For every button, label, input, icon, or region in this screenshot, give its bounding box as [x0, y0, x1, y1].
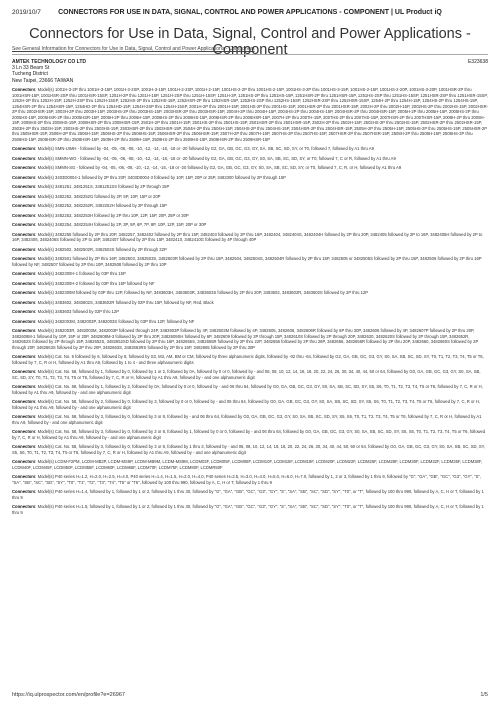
listing-entry: Connectors: Model(s) 3482252, 3482252R, 3482252H followed by 2P through 15P [12, 203, 167, 208]
listing-models: Model(s) P40 series H=1.5, followed by 1, followed by 1 or 2, followed by 1 thru 30, followed by "G", "GA", "GB", "GC", "G3", "GY", "S", "SA", "SB", "SC", "SD", "SY", "T0", or "T", followed by 100 thru 990, followed by A, C, H or T, followed by 1 thru 9 [12, 504, 484, 515]
listing-entry: Connectors: Model(s) 3482300M followed by 03P thru 12P, followed by NF, 3483603H, 3483603R, 3483603S followed by 2P thru 20P, 3483602, 3483602R, 3483602S followed by 2P thru 12P [12, 290, 369, 295]
header-title: CONNECTORS FOR USE IN DATA, SIGNAL, CONTROL AND POWER APPLICATIONS - COMPONENT | UL Product iQ [58, 9, 442, 16]
listing-models: Model(s) 3482502, 3482502R, 3482502S followed by 2P through 32P [37, 246, 167, 252]
listing-entry: Connectors: Model(s) Cat. No. 58, followed by 3, followed by 0, followed by 3 or 8, followed by 1, followed by 0 or 0, followed by - and 06 thru 64, followed by G0, GA, GB, GC, G3, GY, S0, SA, SB, SC, SD, SY, S5, S6, T0, T1, T2, T3, T4, T5 or T6, followed by 7, C, R or H, followed by A1 thru A9, followed by - and one alphanumeric digit [12, 429, 486, 440]
listing-label: Connectors [12, 489, 36, 494]
listing-label: Connectors [12, 174, 36, 180]
listing-entry: Connectors: Model(s) Cat. No. 58, followed by 2, followed by 0, followed by 3, followed by 0 or 0, followed by - and 06 thru 64, followed by G0, GA, GB, GC, G3, GY, S0, SA, SB, SC, SD, SY, S5, S6, T0, T1, T2, T3, T4, T5 or T6, followed by 7, C, R or H, followed by A1 thru A9, followed by - and one alphanumeric digit [12, 399, 481, 410]
listing-label: Connectors [12, 280, 36, 286]
listing-label: Connectors [12, 328, 36, 333]
listing-entry: Connectors: Model(s) P40 series H=1.2, H=2.0, H=2.5, H=4.0, P40 series H=1.4, H=1.5, H=2.0, H=4.0, P40 series H=2.5, H=3.0, H=4.0, H=5.0, H=6.0, H=7.0, followed by 1, 2 or 3, followed by 1 thru 9, followed by "G", "GA", "GB", "GC", "G3", "GY", "S", "SA", "SB", "SC", "SD", "SY", "T0", "T1", "T2", "T3", "T4", "T5" or "T6", followed by 100 thru 990, followed by A, C, H or T, followed by 1 thru 9 [12, 474, 482, 485]
listing-label: Connectors [12, 212, 36, 218]
listing-entry: Connectors: Model(s) Cat. No. 58, followed by 1, followed by 2, followed by 0A, followed by 0 or 0, followed by - and 06 thru 64, followed by G0, GA, GB, GC, G3, GY, S0, SA, SB, SC, SD, SY, S5, S6, T0, T1, T2, T3, T4, T5 or T6, followed by 7, C, R or H, followed by A1 thru A9, followed by - and one alphanumeric digit [12, 384, 483, 395]
address-line-2: Tucheng District [12, 71, 48, 78]
listing-models: Model(s) 3483603 followed by 02P thru 12P [37, 309, 120, 314]
listing-label: Connectors [12, 299, 36, 305]
listing-models: Model(s) Cat. No. 58, followed by 1, followed by 0, followed by 1 or 2, followed by 0A, followed by 0 or 0, followed by - and 06, 08, 10, 12, 14, 16, 18, 20, 22, 24, 26, 30, 34, 40, 44, 50 or 64, followed by G0, GA, GB, GC, G3, GY, S0, SA, SB, SC, SD, SY, T0, T1, T2, T3, T4, T5 or T6, followed by 7, C, R or H, followed by A1 thru A9, followed by - and one alphanumeric digit [12, 369, 481, 380]
listing-entry: Connectors: Model(s) 3483602, 3483602S, 3483602R followed by 02P thru 15P, followed by NF, Red, Black [12, 299, 214, 305]
listing-entry: Connectors: Model(s) 3482003R, 3482003M, 3482003P followed through 24P, 3482603P followed by 4P, 3482602M followed by 4P, 3482605, 3482606, 3482606R followed by 6P thru 30P, 3482606 followed by 4P, 3482607P followed by 2P thru 20P, 3482608M-1 followed by 10P, 15P or 20P, 3482608M-3 followed by 2P thru 20P, 3482609SH followed by 6P, 3482609 followed by 2P through 15P, 3482610S followed by 2P through 20P, 3482620, 3482620S followed by 2P through 15P, 3482652R, 3482652S followed by 2P through 15P, 3482652S, 3482652SD followed by 2P thru 16P, 3482655S, 3482655R followed by 2P thru 22P, 3482656 followed by 2P thru 28P, 3482656, 3482656R followed by 2P thru 20P, 3482660, 3482660S followed by 2P through 20P, 3482663S followed by 2P thru 20P, 3482663S, 3482663RS followed by 2P thru 15P, 3482665 followed by 2P thru 30P [12, 328, 479, 350]
listing-entry: Connectors: Model(s) 3482252, 3482252G followed by 2P, 5P, 10P, 15P or 20P [12, 193, 161, 199]
listing-label: Connectors [12, 184, 36, 189]
listing-models: Model(s) 3482300M followed by 03P thru 12P, followed by NF, 3483603H, 3483603R, 3483603S followed by 2P thru 20P, 3483602, 3483602R, 3483602S followed by 2P thru 12P [37, 290, 369, 295]
divider [12, 54, 488, 55]
listing-label: Connectors [12, 271, 36, 276]
listing-label: Connectors [12, 414, 36, 419]
listing-models: Model(s) Cat. No. 58, followed by 1, followed by 2, followed by 0A, followed by 0 or 0, followed by - and 06 thru 64, followed by G0, GA, GB, GC, G3, GY, S0, SA, SB, SC, SD, SY, S5, S6, T0, T1, T2, T3, T4, T5 or T6, followed by 7, C, R or H, followed by A1 thru A9, followed by - and one alphanumeric digit [12, 384, 483, 395]
listing-entry: Connectors: Model(s) 3481251 ,3481251S, 3481251SS followed by 2P through 15P [12, 184, 170, 189]
listing-models: Model(s) Cat. No. 5 followed by 6, followed by 8, followed by S3, M3, AM, BM or CM, followed by three alphanumeric digits, followed by -02 thru -64, followed by G2, GA, GB, GC, G3, GY, S0, SA, SB, SC, SD, SY, T0, T1, T2, T3, T4, T5 or T6, followed by 7, C, R or H, followed by A1 thru A9, followed by 1 to 4 - and three alphanumeric digits [12, 354, 484, 365]
page-footer [12, 692, 488, 700]
listing-models: Model(s) 3482003R, 3482003M, 3482003P followed through 24P, 3482603P followed by 4P, 3482602M followed by 4P, 3482605, 3482606, 3482606R followed by 6P thru 30P, 3482606 followed by 4P, 3482607P followed by 2P thru 20P, 3482608M-1 followed by 10P, 15P or 20P, 3482608M-3 followed by 2P thru 20P, 3482609SH followed by 6P, 3482609 followed by 2P through 15P, 3482610S followed by 2P through 20P, 3482620, 3482620S followed by 2P through 15P, 3482652R, 3482652S followed by 2P through 15P, 3482652S, 3482652SD followed by 2P thru 16P, 3482655S, 3482655R followed by 2P thru 22P, 3482656 followed by 2P thru 28P, 3482656, 3482656R followed by 2P thru 20P, 3482660, 3482660S followed by 2P through 20P, 3482663S followed by 2P thru 20P, 3482663S, 3482663RS followed by 2P thru 15P, 3482665 followed by 2P thru 30P [12, 328, 479, 350]
listing-label: Connectors [12, 246, 36, 252]
listing-models: Model(s) 3482253, 3482253H followed by 2P thru 10P, 12P, 15P, 20P, 25P or 30P [37, 212, 189, 218]
listing-models: Model(s) 3482300H-1 followed by 03P thru 15P [37, 271, 126, 276]
listing-entry: Connectors: Model(s) 3483603 followed by 02P thru 12P [12, 309, 120, 314]
listing-entry: Connectors: Model(s) 3482003M, 3482003P, 3482003S followed by 03P thru 12P, followed by NF [12, 318, 195, 324]
page-number: 1/5 [480, 692, 488, 698]
listing-label: Connectors [12, 309, 36, 314]
listing-models: Model(s) 1001H-3-2P thru 1001H-3-15P, 1001H-3-2SP, 1001H-3-15P, 1001H-2-2SP, 1001H-2-15P, 1001HS-2-2P thru 1001HS-2-15P, 1001HS-3-2P thru 1001HS-3-15P, 1001HS-2-15P, 1001HS-2-20P, 1001HS-3-20P, 1001HSR-2P thru 1001HSR-15P, 1001HSR-2SP thru 1001HSR-15SP, 1251H-2P thru 1251H-15P, 1251H-2SP thru 1251H-15SP, 1251H-2P, 1251HS-2P thru 1251HS-15P, 1251HSR-2P thru 1251HSR-15P, 1251HS-2SP thru 1251HS-15SP, 1251HSR-2SP thru 1251HSR-15SP, 1252H-2P thru 1252H-15P, 1252H-2SP thru 1252H-15SP, 1252HS-2P thru 1252HS-15P, 1252HSR-2P thru 1252HSR-15P, 1252HS-2SP thru 1252HS-15SP, 1252HSR-2SP thru 1252HSR-15SP, 1254H-2P thru 1254H-15P, 1254HS-2P thru 1254HS-15P, 1254HSR-2P thru 1254HSR-15P, 1254HD-2P thru 1254HD-15P, 1254H-2SP thru 1254H-15SP, 2001H-2P thru 2001H-15P, 2001HS-2P thru 2001HS-15P, 2001HSR-2P thru 2001HSR-15P, 2002H-2P thru 2002H-15P, 2002HS-2P thru 2002HS-15P, 2002HSR-2P thru 2002HSR-15P, 2003H-2P thru 2003H-15P, 2003HS-2P thru 2003HS-15P, 2003HSR-2P thru 2003HSR-15P, 2004H-2P thru 2004H-15P, 2004HS-2P thru 2004HS-15P, 2004HSR-2P thru 2004HSR-15P, 2005H-2P thru 2005H-15P, 2005HS-2P thru 2005HS-15P, 2005HSR-2P thru 2005HSR-15P, 2006H-2P thru 2006H-15P, 2006HS-2P thru 2006HS-15P, 2006HSR-2P thru 2006HSR-15P, 2007H-2P thru 2007H-15P, 2007HS-2P thru 2007HS-15P, 2007HSR-2P thru 2007HSR-15P, 2008H-2P thru 2008H-15P, 2008HS-2P thru 2008HS-15P, 2008HSR-2P thru 2008HSR-15P, 2501H-2P thru 2501H-15P, 2501HS-2P thru 2501HS-15P, 2501HSR-2P thru 2501HSR-15P, 2502H-2P thru 2502H-15P, 2502HS-2P thru 2502HS-15P, 2502HSR-2P thru 2502HSR-15P, 2503H-2P thru 2503H-15P, 2503HS-2P thru 2503HS-15P, 2503HSR-2P thru 2503HSR-15P, 2504H-2P thru 2504H-15P, 2504HS-2P thru 2504HS-15P, 2504HSR-2P thru 2504HSR-15P, 2505H-2P thru 2505H-15P, 2505HS-2P thru 2505HS-15P, 2505HSR-2P thru 2505HSR-15P, 2506H-2P thru 2506H-15P, 2506HS-2P thru 2506HS-15P, 2506HSR-2P thru 2506HSR-15P, 2507H-2P thru 2507H-15P, 2507HS-2P thru 2507HS-15P, 2507HSR-2P thru 2507HSR-15P, 2508H-2P thru 2508H-15P, 2508HS-2P thru 2508HS-15P, 2508HSR-2P thru 2508HSR-15P, 2509H-2P thru 2509H-15P, 2509HS-2P thru 2509HS-15P, 2509HSR-2P thru 2509HSR-15P [12, 87, 488, 142]
listing-label: Connectors [12, 256, 36, 261]
listing-entry: Connectors: Model(s) 3482300H-1 followed by 03P thru 15P [12, 271, 126, 276]
listing-entry: Connectors: Model(s) 3482501 followed by 2P thru 16P, 3482503, 3482503S, 3482503R followed by 2P thru 15P, 3482504, 3482504S, 3482504R followed by 2P thru 15P, 3482505 or 3482505S followed by 2P thru 15P, 3482506 followed by 2P thru 16P followed by NF, 3482507 followed by 2P thru 10P, 3482508 followed by 2P thru 10P [12, 256, 482, 267]
listing-models: Model(s) 3481251 ,3481251S, 3481251SS followed by 2P through 15P [37, 184, 170, 189]
listing-label: Connectors [12, 474, 36, 479]
listing-label: Connectors [12, 155, 36, 161]
listing-entry: Connectors: Model(s) P40 series H=1.5, followed by 1, followed by 1 or 2, followed by 1 thru 30, followed by "G", "GA", "GB", "GC", "G3", "GY", "S", "SA", "SB", "SC", "SD", "SY", "T0", or "T", followed by 100 thru 990, followed by A, C, H or T, followed by 1 thru 9 [12, 504, 484, 515]
listing-label: Connectors [12, 87, 36, 92]
listing-label: Connectors [12, 369, 36, 374]
print-date: 2019/10/7 [12, 9, 41, 16]
address-line-3: New Taipei, 23666 TAIWAN [12, 77, 74, 84]
listing-label: Connectors [12, 165, 36, 170]
listing-entry: Connectors: Model(s) 1001H-3-2P thru 1001H-3-15P, 1001H-3-2SP, 1001H-3-15P, 1001H-2-2SP, 1001H-2-15P, 1001HS-2-2P thru 1001HS-2-15P, 1001HS-3-2P thru 1001HS-3-15P, 1001HS-2-15P, 1001HS-2-20P, 1001HS-3-20P, 1001HSR-2P thru 1001HSR-15P, 1001HSR-2SP thru 1001HSR-15SP, 1251H-2P thru 1251H-15P, 1251H-2SP thru 1251H-15SP, 1251H-2P, 1251HS-2P thru 1251HS-15P, 1251HSR-2P thru 1251HSR-15P, 1251HS-2SP thru 1251HS-15SP, 1251HSR-2SP thru 1251HSR-15SP, 1252H-2P thru 1252H-15P, 1252H-2SP thru 1252H-15SP, 1252HS-2P thru 1252HS-15P, 1252HSR-2P thru 1252HSR-15P, 1252HS-2SP thru 1252HS-15SP, 1252HSR-2SP thru 1252HSR-15SP, 1254H-2P thru 1254H-15P, 1254HS-2P thru 1254HS-15P, 1254HSR-2P thru 1254HSR-15P, 1254HD-2P thru 1254HD-15P, 1254H-2SP thru 1254H-15SP, 2001H-2P thru 2001H-15P, 2001HS-2P thru 2001HS-15P, 2001HSR-2P thru 2001HSR-15P, 2002H-2P thru 2002H-15P, 2002HS-2P thru 2002HS-15P, 2002HSR-2P thru 2002HSR-15P, 2003H-2P thru 2003H-15P, 2003HS-2P thru 2003HS-15P, 2003HSR-2P thru 2003HSR-15P, 2004H-2P thru 2004H-15P, 2004HS-2P thru 2004HS-15P, 2004HSR-2P thru 2004HSR-15P, 2005H-2P thru 2005H-15P, 2005HS-2P thru 2005HS-15P, 2005HSR-2P thru 2005HSR-15P, 2006H-2P thru 2006H-15P, 2006HS-2P thru 2006HS-15P, 2006HSR-2P thru 2006HSR-15P, 2007H-2P thru 2007H-15P, 2007HS-2P thru 2007HS-15P, 2007HSR-2P thru 2007HSR-15P, 2008H-2P thru 2008H-15P, 2008HS-2P thru 2008HS-15P, 2008HSR-2P thru 2008HSR-15P, 2501H-2P thru 2501H-15P, 2501HS-2P thru 2501HS-15P, 2501HSR-2P thru 2501HSR-15P, 2502H-2P thru 2502H-15P, 2502HS-2P thru 2502HS-15P, 2502HSR-2P thru 2502HSR-15P, 2503H-2P thru 2503H-15P, 2503HS-2P thru 2503HS-15P, 2503HSR-2P thru 2503HSR-15P, 2504H-2P thru 2504H-15P, 2504HS-2P thru 2504HS-15P, 2504HSR-2P thru 2504HSR-15P, 2505H-2P thru 2505H-15P, 2505HS-2P thru 2505HS-15P, 2505HSR-2P thru 2505HSR-15P, 2506H-2P thru 2506H-15P, 2506HS-2P thru 2506HS-15P, 2506HSR-2P thru 2506HSR-15P, 2507H-2P thru 2507H-15P, 2507HS-2P thru 2507HS-15P, 2507HSR-2P thru 2507HSR-15P, 2508H-2P thru 2508H-15P, 2508HS-2P thru 2508HS-15P, 2508HSR-2P thru 2508HSR-15P, 2509H-2P thru 2509H-15P, 2509HS-2P thru 2509HS-15P, 2509HSR-2P thru 2509HSR-15P [12, 87, 488, 142]
guide-info-link[interactable]: See General Information for Connectors for Use in Data, Signal, Control and Power Applications - Component [12, 46, 255, 52]
listing-label: Connectors [12, 318, 36, 324]
listing-models: Model(s) 3482252, 3482252R, 3482252H followed by 2P through 15P [37, 203, 167, 208]
listing-entry: Connectors: Model(s) SMMN-SG - followed by -04, -05, -06, -08, -10, -12, -14, -16, -18 or -20 followed by G2, GA, GB, GC, G3, GY, S0, SA, SB, SC, SD, SY, or T0, followed 7, C, R, or H, followed by A1 thru A9 [12, 165, 402, 170]
listing-entry: Connectors: Model(s) 3482300H-2 followed by 03P thru 15P followed by NF [12, 280, 155, 286]
page-header [12, 9, 488, 19]
page-title: Connectors for Use in Data, Signal, Control and Power Applications - Component [29, 26, 471, 58]
company-name: AMTEK TECHNOLOGY CO LTD [12, 59, 86, 65]
listing-label: Connectors [12, 429, 36, 434]
listing-entry: Connectors: Model(s) 3482254, 3482254H followed by 2P, 3P, 5P, 6P, 7P, 8P, 10P, 12P, 15P, 20P or 30P [12, 222, 207, 227]
listing-label: Connectors [12, 444, 36, 449]
listing-label: Connectors [12, 290, 36, 295]
listing-entry: Connectors: Model(s) 3482255 followed by 2P thru 20P, 3482257, 3482402 followed by 2P thru 15P, 3482403 followed by 2P thru 16P, 3482404, 3482404S, 3482404H followed by 2P thru 20P, 3482405 followed by 2P to 16P, 3482405H followed by 2P to 16P, 3482406, 3482406S followed by 2P to 16P, 3482407 followed by 2P thru 15P, 3482410, 3482410G followed by 4P through 40P [12, 231, 483, 242]
listing-label: Connectors [12, 193, 36, 199]
listing-models: Model(s) SMMN-WG - followed by -04, -05, -06, -08, -10, -12, -14, -16, -18 or -20 followed by G2, GA, GB, GC, G3, GY, S0, SA, SB, SC, SD, SY, or T0, followed 7, C or R, followed by A1 thru A9 [37, 155, 396, 161]
listing-models: Model(s) SMN-UIMH - followed by -04, -05, -06, -08, -10, -12, -14, -16, -18 or -20 followed by G2, GA, GB, GC, G3, GY, SA, SB, SC, SD, SY, or T0, followed 7, followed by A1 thru A9 [37, 146, 374, 151]
listing-label: Connectors [12, 504, 36, 509]
company-block [12, 59, 488, 84]
listing-entry: Connectors: Model(s) SMMN-WG - followed by -04, -05, -06, -08, -10, -12, -14, -16, -18 or -20 followed by G2, GA, GB, GC, G3, GY, S0, SA, SB, SC, SD, SY, or T0, followed 7, C or R, followed by A1 thru A9 [12, 155, 396, 161]
listing-models: Model(s) Cat. No. 58, followed by 3, followed by 0, followed by 3 or 8, followed by - and 06 thru 64, followed by G0, GA, GB, GC, G3, GY, S0, SA, SB, SC, SD, SY, S5, S6, T0, T1, T2, T3, T4, T5 or T6, followed by 7, C, R or H, followed by A1 thru A9, followed by - and one alphanumeric digit [12, 414, 482, 425]
listing-models: Model(s) Cat. No. 58, followed by 3, followed by 0, followed by 3 or 8, followed by 1 thru 3, followed by - and 06, 08, 10, 12, 14, 16, 18, 20, 22, 24, 26, 30, 34, 40, 44, 50, 60 or 64, followed by G0, GA, GB, GC, G3, GY, S0, SA, SB, SC, SD, SY, S5, S6, T0, T1, T2, T3, T4, T5 or T6, followed by 7, C, R or H, followed by A1 thru A9, followed by - and one alphanumeric digit [12, 444, 486, 455]
listing-entry: Connectors: Model(s) Cat. No. 5 followed by 6, followed by 8, followed by S3, M3, AM, BM or CM, followed by three alphanumeric digits, followed by -02 thru -64, followed by G2, GA, GB, GC, G3, GY, S0, SA, SB, SC, SD, SY, T0, T1, T2, T3, T4, T5 or T6, followed by 7, C, R or H, followed by A1 thru A9, followed by 1 to 4 - and three alphanumeric digits [12, 354, 484, 365]
listing-label: Connectors [12, 203, 36, 208]
listing-models: Model(s) 3482255 followed by 2P thru 20P, 3482257, 3482402 followed by 2P thru 15P, 3482403 followed by 2P thru 16P, 3482404, 3482404S, 3482404H followed by 2P thru 20P, 3482405 followed by 2P to 16P, 3482405H followed by 2P to 16P, 3482406, 3482406S followed by 2P to 16P, 3482407 followed by 2P thru 15P, 3482410, 3482410G followed by 4P through 40P [12, 231, 483, 242]
listing-models: Model(s) 3403D0004-1 followed by 2P thru 20P, 3403D0004-3 followed by 10P, 15P, 20P or 25P, 3482300 followed by 2P through 15P [37, 174, 286, 180]
listing-label: Connectors [12, 146, 36, 151]
listing-models: Model(s) 3482501 followed by 2P thru 16P, 3482503, 3482503S, 3482503R followed by 2P thru 15P, 3482504, 3482504S, 3482504R followed by 2P thru 15P, 3482505 or 3482505S followed by 2P thru 15P, 3482506 followed by 2P thru 16P followed by NF, 3482507 followed by 2P thru 10P, 3482508 followed by 2P thru 10P [12, 256, 482, 267]
listing-entry: Connectors: Model(s) Cat. No. 58, followed by 3, followed by 0, followed by 3 or 8, followed by - and 06 thru 64, followed by G0, GA, GB, GC, G3, GY, S0, SA, SB, SC, SD, SY, S5, S6, T0, T1, T2, T3, T4, T5 or T6, followed by 7, C, R or H, followed by A1 thru A9, followed by - and one alphanumeric digit [12, 414, 482, 425]
listing-entry: Connectors: Model(s) 3403D0004-1 followed by 2P thru 20P, 3403D0004-3 followed by 10P, 15P, 20P or 25P, 3482300 followed by 2P through 15P [12, 174, 286, 180]
listing-label: Connectors [12, 231, 36, 237]
listing-models: Model(s) P40 series H=1.2, H=2.0, H=2.5, H=4.0, P40 series H=1.4, H=1.5, H=2.0, H=4.0, P40 series H=2.5, H=3.0, H=4.0, H=5.0, H=6.0, H=7.0, followed by 1, 2 or 3, followed by 1 thru 9, followed by "G", "GA", "GB", "GC", "G3", "GY", "S", "SA", "SB", "SC", "SD", "SY", "T0", "T1", "T2", "T3", "T4", "T5" or "T6", followed by 100 thru 990, followed by A, C, H or T, followed by 1 thru 9 [12, 474, 482, 485]
listing-models: Model(s) 3482254, 3482254H followed by 2P, 3P, 5P, 6P, 7P, 8P, 10P, 12P, 15P, 20P or 30P [37, 222, 207, 227]
listing-models: Model(s) 3482300H-2 followed by 03P thru 15P followed by NF [37, 280, 155, 286]
listing-entry: Connectors: Model(s) LCDM-F2PM, LCDM-MB2P, LCDM-MS9P, LCDM-MB9M, LCDM-MS9M, LCDM03F, LCDM05F, LCDM08F, LCDM10F, LCDM15F, LCDM18F, LCDM20F, LCDM22F, LCDM25F, LCDM28F, LCDM30F, LCDM32F, LCDM35F, LCDM38F, LCDM40F, LCDM45F, LCDM50F, LCDM55F, LCDM60F, LCDM65F, LCDM70F, LCDM75F, LCDM80F, LCDMR50F [12, 459, 483, 470]
footer-url[interactable]: https://iq.ulprospector.com/en/profile?e=26967 [12, 692, 125, 698]
listing-models: Model(s) LCDM-F2PM, LCDM-MB2P, LCDM-MS9P, LCDM-MB9M, LCDM-MS9M, LCDM03F, LCDM05F, LCDM08F, LCDM10F, LCDM15F, LCDM18F, LCDM20F, LCDM22F, LCDM25F, LCDM28F, LCDM30F, LCDM32F, LCDM35F, LCDM38F, LCDM40F, LCDM45F, LCDM50F, LCDM55F, LCDM60F, LCDM65F, LCDM70F, LCDM75F, LCDM80F, LCDMR50F [12, 459, 483, 470]
listing-label: Connectors [12, 384, 36, 389]
listing-models: Model(s) P40 series H=1.4, followed by 1, followed by 1 or 2, followed by 1 thru 30, followed by "G", "GA", "GB", "GC", "G3", "GY", "S", "SA", "SB", "SC", "SD", "SY", "T0", or "T", followed by 100 thru 990, followed by A, C, H or T, followed by 1 thru 9 [12, 489, 484, 500]
listing-label: Connectors [12, 459, 36, 464]
listing-models: Model(s) Cat. No. 58, followed by 2, followed by 0, followed by 3, followed by 0 or 0, followed by - and 06 thru 64, followed by G0, GA, GB, GC, G3, GY, S0, SA, SB, SC, SD, SY, S5, S6, T0, T1, T2, T3, T4, T5 or T6, followed by 7, C, R or H, followed by A1 thru A9, followed by - and one alphanumeric digit [12, 399, 481, 410]
listing-models: Model(s) SMMN-SG - followed by -04, -05, -06, -08, -10, -12, -14, -16, -18 or -20 followed by G2, GA, GB, GC, G3, GY, S0, SA, SB, SC, SD, SY, or T0, followed 7, C, R, or H, followed by A1 thru A9 [37, 165, 402, 170]
listing-entry: Connectors: Model(s) P40 series H=1.4, followed by 1, followed by 1 or 2, followed by 1 thru 30, followed by "G", "GA", "GB", "GC", "G3", "GY", "S", "SA", "SB", "SC", "SD", "SY", "T0", or "T", followed by 100 thru 990, followed by A, C, H or T, followed by 1 thru 9 [12, 489, 484, 500]
listing-entry: Connectors: Model(s) Cat. No. 58, followed by 3, followed by 0, followed by 3 or 8, followed by 1 thru 3, followed by - and 06, 08, 10, 12, 14, 16, 18, 20, 22, 24, 26, 30, 34, 40, 44, 50, 60 or 64, followed by G0, GA, GB, GC, G3, GY, S0, SA, SB, SC, SD, SY, S5, S6, T0, T1, T2, T3, T4, T5 or T6, followed by 7, C, R or H, followed by A1 thru A9, followed by - and one alphanumeric digit [12, 444, 486, 455]
listing-entry: Connectors: Model(s) SMN-UIMH - followed by -04, -05, -06, -08, -10, -12, -14, -16, -18 or -20 followed by G2, GA, GB, GC, G3, GY, SA, SB, SC, SD, SY, or T0, followed 7, followed by A1 thru A9 [12, 146, 374, 151]
listing-models: Model(s) 3482252, 3482252G followed by 2P, 5P, 10P, 15P or 20P [37, 193, 161, 199]
listing-models: Model(s) 3482003M, 3482003P, 3482003S followed by 03P thru 12P, followed by NF [37, 318, 195, 324]
listing-label: Connectors [12, 354, 36, 359]
address-line-1: 3 Ln 33 Beam St [12, 65, 50, 72]
listing-entry: Connectors: Model(s) 3482502, 3482502R, 3482502S followed by 2P through 32P [12, 246, 167, 252]
listing-entry: Connectors: Model(s) 3482253, 3482253H followed by 2P thru 10P, 12P, 15P, 20P, 25P or 30P [12, 212, 189, 218]
file-number: E323638 [467, 59, 488, 65]
listing-entry: Connectors: Model(s) Cat. No. 58, followed by 1, followed by 0, followed by 1 or 2, followed by 0A, followed by 0 or 0, followed by - and 06, 08, 10, 12, 14, 16, 18, 20, 22, 24, 26, 30, 34, 40, 44, 50 or 64, followed by G0, GA, GB, GC, G3, GY, S0, SA, SB, SC, SD, SY, T0, T1, T2, T3, T4, T5 or T6, followed by 7, C, R or H, followed by A1 thru A9, followed by - and one alphanumeric digit [12, 369, 481, 380]
listing-label: Connectors [12, 399, 36, 404]
connector-listings [12, 87, 488, 682]
listing-models: Model(s) Cat. No. 58, followed by 3, followed by 0, followed by 3 or 8, followed by 1, followed by 0 or 0, followed by - and 06 thru 64, followed by G0, GA, GB, GC, G3, GY, S0, SA, SB, SC, SD, SY, S5, S6, T0, T1, T2, T3, T4, T5 or T6, followed by 7, C, R or H, followed by A1 thru A9, followed by - and one alphanumeric digit [12, 429, 486, 440]
listing-label: Connectors [12, 222, 36, 227]
listing-models: Model(s) 3483602, 3483602S, 3483602R followed by 02P thru 15P, followed by NF, Red, Black [37, 299, 214, 305]
